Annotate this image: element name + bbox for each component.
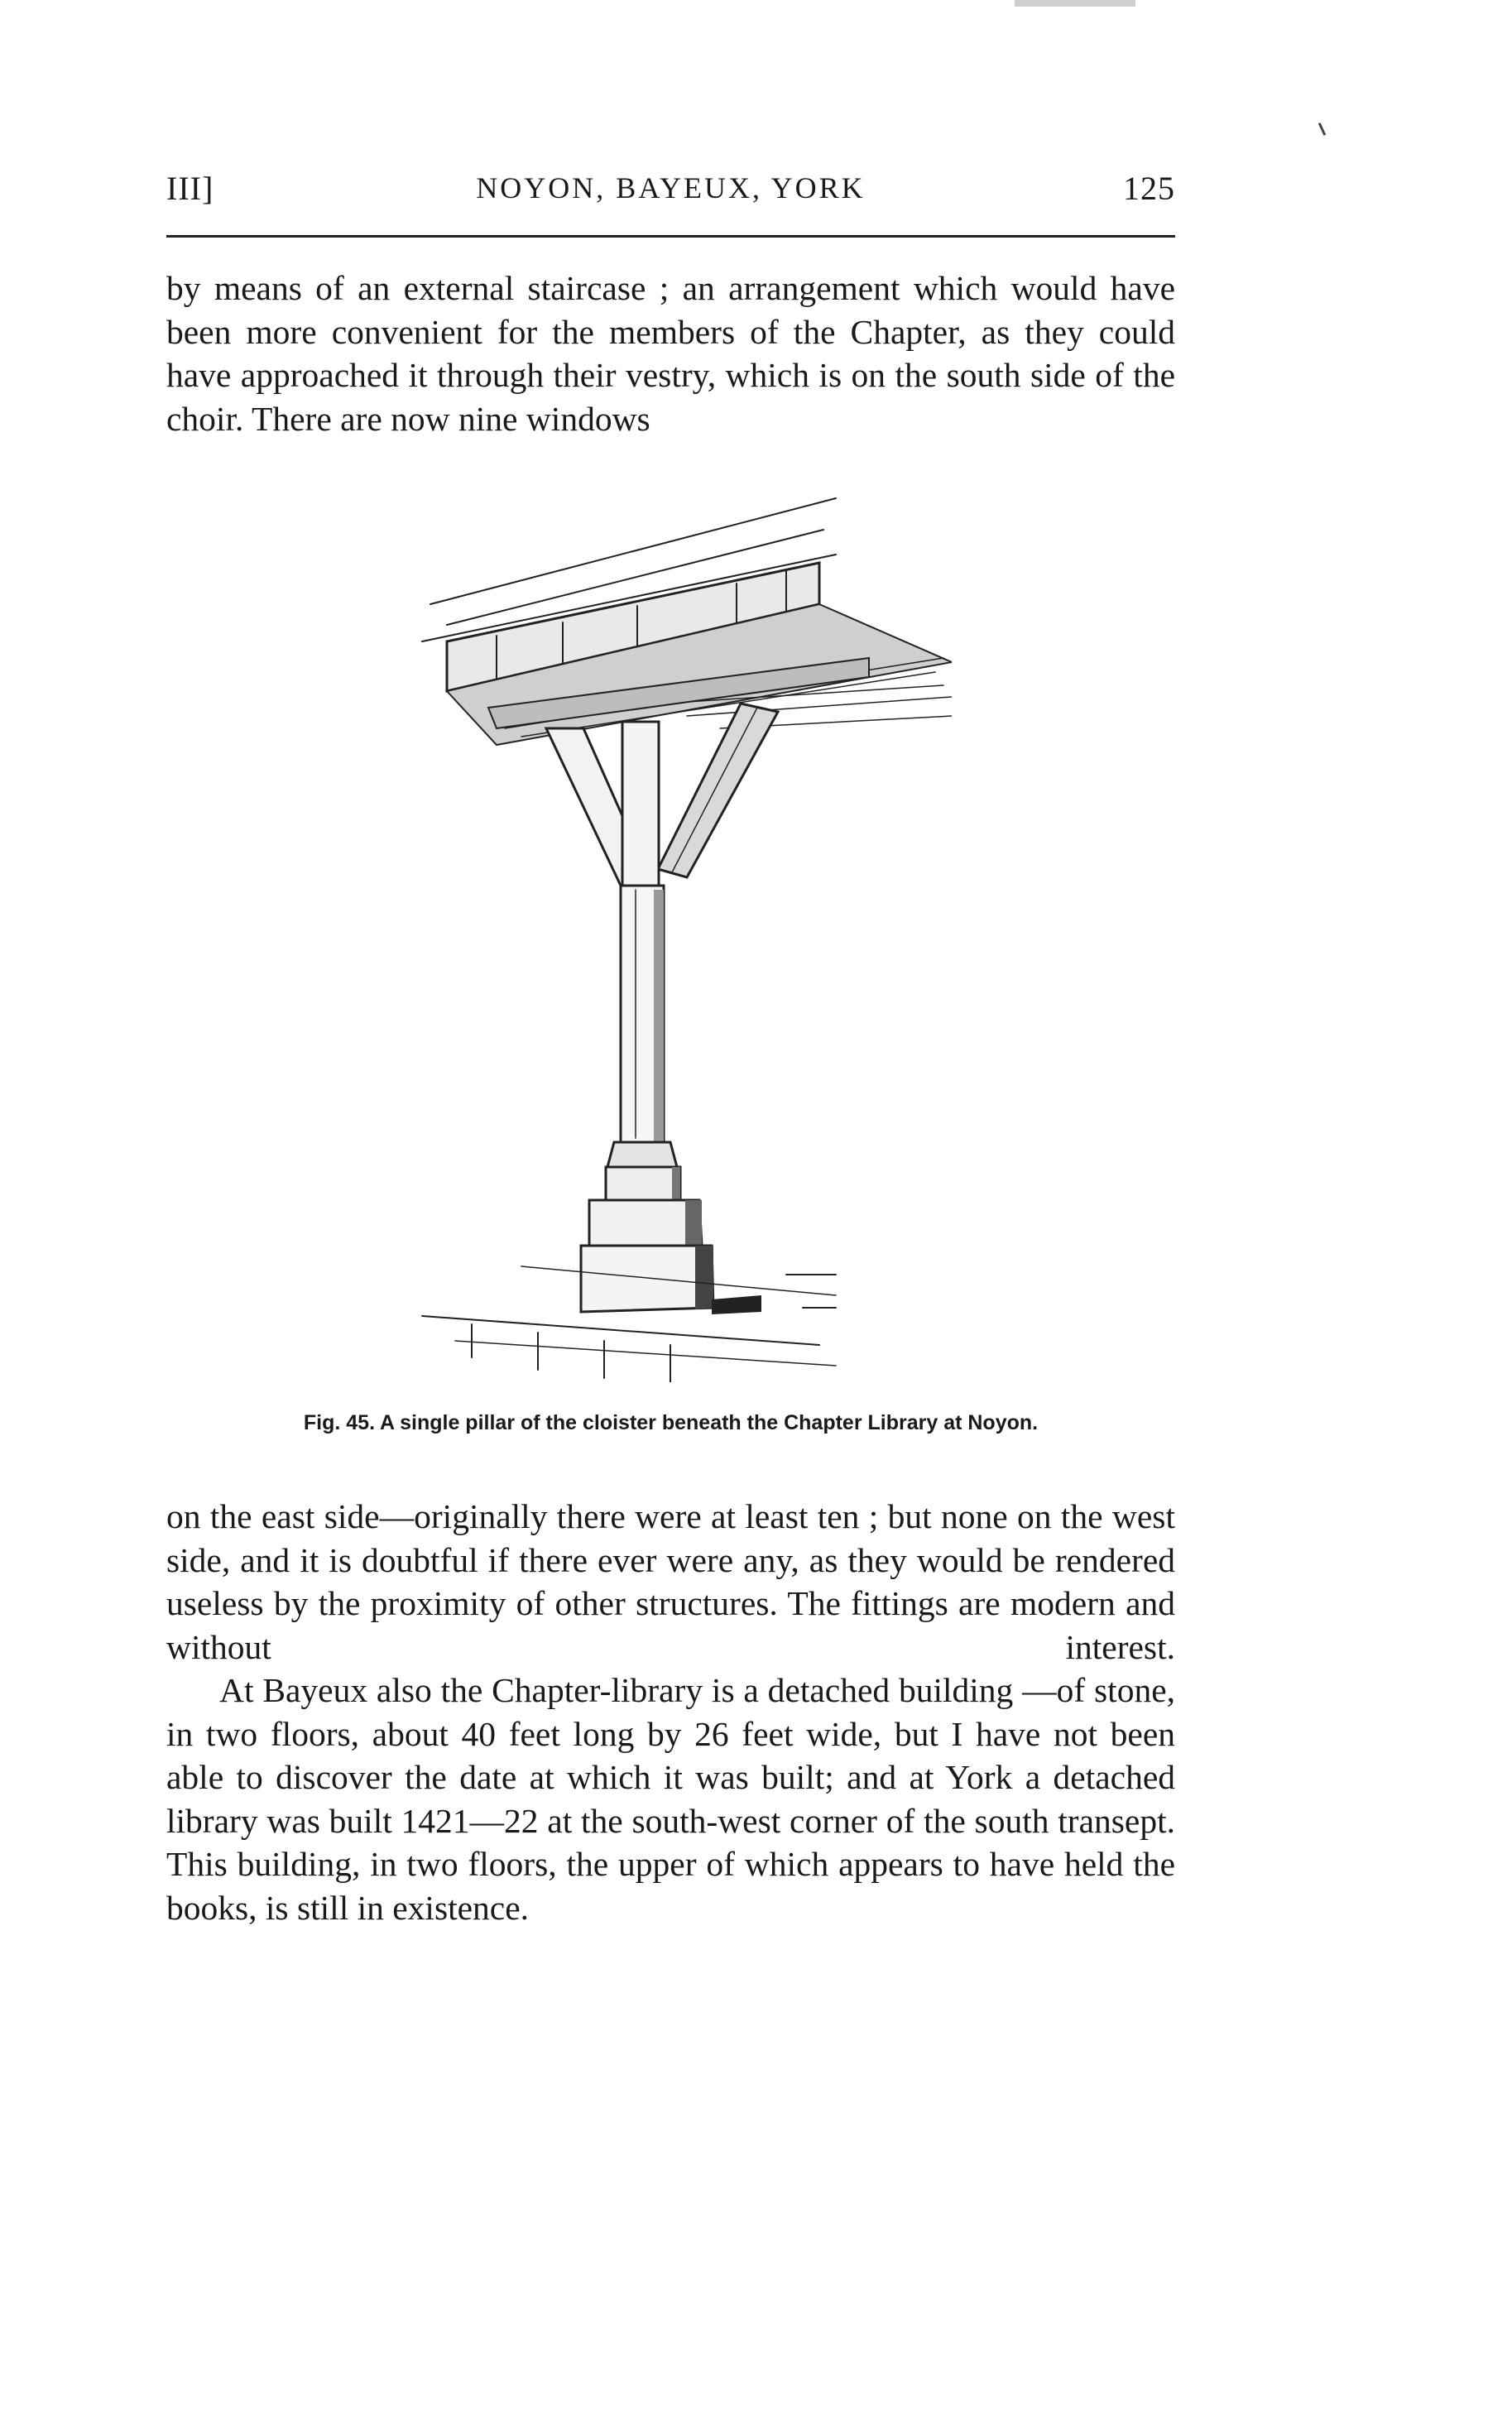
- pillar-drawing: [372, 480, 952, 1382]
- paragraph-continuation-bottom: on the east side—originally there were at least ten ; but none on the west side, and it is doubtful if there ever were any, as they would be rendered useless by the proximity of other structures. The fittings are modern and without interest.: [166, 1497, 1175, 1666]
- header-rule: [166, 235, 1175, 238]
- paragraph-continuation-top: by means of an external staircase ; an arrangement which would have been more convenient for the members of the Chapter, as they could have approached it through their vestry, which is on the south side of the choir. There are now nine windows: [166, 269, 1175, 438]
- running-title: NOYON, BAYEUX, YORK: [476, 171, 866, 204]
- page-number: 125: [1123, 170, 1175, 207]
- figure-caption: Fig. 45. A single pillar of the cloister beneath the Chapter Library at Noyon.: [303, 1411, 1039, 1434]
- scan-edge-mark: [1015, 0, 1135, 7]
- scan-speck: [1318, 122, 1326, 136]
- figure-pillar-illustration: [372, 480, 952, 1382]
- chapter-number: III]: [166, 170, 214, 207]
- paragraph-bayeux-york: At Bayeux also the Chapter-library is a detached building —of stone, in two floors, about 40 feet long by 26 feet wide, but I have not been able to discover the date at which it was built; and at York a detached library was built 1421—22 at the south-west corner of the south transept. This building, in two floors, the upper of which appears to have held the books, is still in existence.: [166, 1671, 1175, 1927]
- running-head: [166, 162, 1175, 212]
